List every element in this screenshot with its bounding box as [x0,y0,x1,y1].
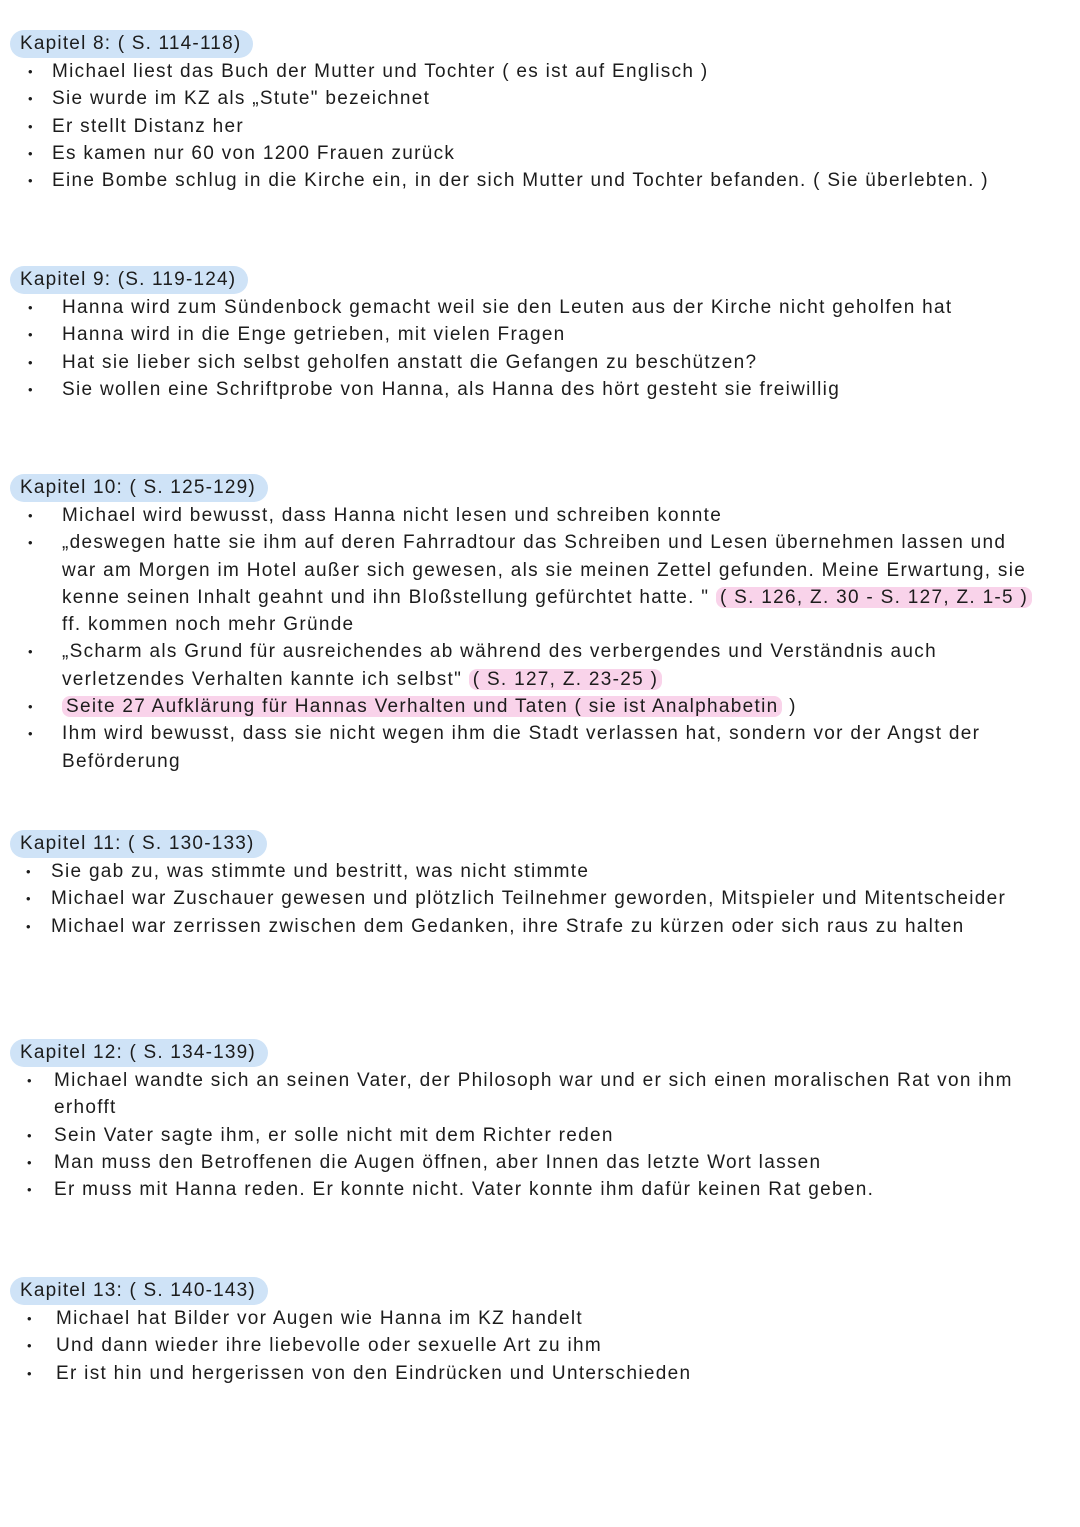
bullet-list [0,1305,1080,1387]
bullet-item [0,1176,1044,1203]
bullet-item [0,140,1002,167]
note-text: ) [782,696,797,718]
note-text: Michael wird bewusst, dass Hanna nicht lesen und schreiben konnte [62,505,723,526]
note-text: „Scharm als Grund für ausreichendes ab während des verbergendes und Verständnis auch verletzendes Verhalten kannte ich selbst" [62,641,937,690]
bullet-item [0,1360,1016,1387]
note-text: Er stellt Distanz her [52,115,245,137]
chapter-13 [0,1277,1080,1387]
highlighted-citation: ( S. 126, Z. 30 - S. 127, Z. 1-5 ) [716,587,1032,608]
bullet-item [0,1149,1044,1176]
chapter-10 [0,474,1080,775]
note-text: Michael hat Bilder vor Augen wie Hanna im KZ handelt [56,1308,584,1329]
note-text: Sein Vater sagte ihm, er solle nicht mit dem Richter reden [54,1124,614,1146]
note-text: Eine Bombe schlug in die Kirche ein, in der sich Mutter und Tochter befanden. ( Sie überlebten. ) [52,170,989,192]
note-text: Hanna wird in die Enge getrieben, mit vielen Fragen [62,324,566,346]
bullet-list [0,502,1080,775]
bullet-item [0,693,1047,720]
bullet-item [0,885,1011,912]
note-text: Michael liest das Buch der Mutter und Tochter ( es ist auf Englisch ) [52,61,709,82]
bullet-item [0,913,1011,940]
note-text: Er muss mit Hanna reden. Er konnte nicht. Vater konnte ihm dafür keinen Rat geben. [54,1179,875,1201]
note-text: Michael war zerrissen zwischen dem Gedanken, ihre Strafe zu kürzen oder sich raus zu halten [51,915,965,937]
bullet-item [0,58,1002,85]
note-text: Michael wandte sich an seinen Vater, der Philosoph war und er sich einen moralischen Rat von ihm erhofft [54,1070,1013,1119]
note-text: Ihm wird bewusst, dass sie nicht wegen ihm die Stadt verlassen hat, sondern vor der Angst der Beförderung [62,723,981,772]
bullet-item [0,502,1047,529]
bullet-item [0,1332,1016,1359]
note-text: Und dann wieder ihre liebevolle oder sexuelle Art zu ihm [56,1335,602,1357]
bullet-item [0,1067,1044,1122]
chapter-header: Kapitel 13: ( S. 140-143) [10,1277,268,1305]
chapter-11 [0,830,1080,940]
bullet-item [0,376,1047,403]
bullet-item [0,1122,1044,1149]
note-text: Er ist hin und hergerissen von den Eindrücken und Unterschieden [56,1362,692,1384]
note-text: Hat sie lieber sich selbst geholfen anstatt die Gefangen zu beschützen? [62,351,758,373]
note-text: „deswegen hatte sie ihm auf deren Fahrradtour das Schreiben und Lesen übernehmen lassen und war am Morgen im Hotel außer sich gewesen, als sie meinen Zettel gefunden. Meine Erwartung, sie kenne seinen Inhalt geahnt und ihn Bloßstellung gefürchtet hatte. " [62,532,1027,608]
note-text: Hanna wird zum Sündenbock gemacht weil sie den Leuten aus der Kirche nicht geholfen hat [62,297,953,318]
chapter-8 [0,30,1080,194]
bullet-item [0,529,1047,638]
chapter-header: Kapitel 11: ( S. 130-133) [10,830,267,858]
bullet-list [0,294,1080,403]
bullet-item [0,321,1047,348]
note-text: Sie gab zu, was stimmte und bestritt, was nicht stimmte [51,861,590,882]
bullet-item [0,113,1002,140]
chapter-header: Kapitel 9: (S. 119-124) [10,266,248,294]
chapter-header: Kapitel 8: ( S. 114-118) [10,30,253,58]
note-text: Man muss den Betroffenen die Augen öffnen, aber Innen das letzte Wort lassen [54,1151,822,1173]
bullet-item [0,294,1047,321]
bullet-item [0,720,1047,775]
note-text: Sie wollen eine Schriftprobe von Hanna, als Hanna des hört gesteht sie freiwillig [62,378,841,400]
bullet-list [0,58,1080,194]
chapter-header: Kapitel 12: ( S. 134-139) [10,1039,268,1067]
note-text: Michael war Zuschauer gewesen und plötzlich Teilnehmer geworden, Mitspieler und Mitentscheider [51,888,1007,910]
bullet-item [0,1305,1016,1332]
bullet-item [0,858,1011,885]
highlighted-citation: Seite 27 Aufklärung für Hannas Verhalten und Taten ( sie ist Analphabetin [62,696,782,717]
bullet-list [0,1067,1080,1203]
bullet-item [0,638,1047,693]
chapter-12 [0,1039,1080,1203]
bullet-list [0,858,1080,940]
bullet-item [0,349,1047,376]
highlighted-citation: ( S. 127, Z. 23-25 ) [469,669,662,690]
chapter-9 [0,266,1080,403]
bullet-item [0,167,1002,194]
note-text: Es kamen nur 60 von 1200 Frauen zurück [52,142,456,164]
note-text: ff. kommen noch mehr Gründe [62,614,355,636]
note-text: Sie wurde im KZ als „Stute" bezeichnet [52,88,431,110]
bullet-item [0,85,1002,112]
chapter-header: Kapitel 10: ( S. 125-129) [10,474,268,502]
